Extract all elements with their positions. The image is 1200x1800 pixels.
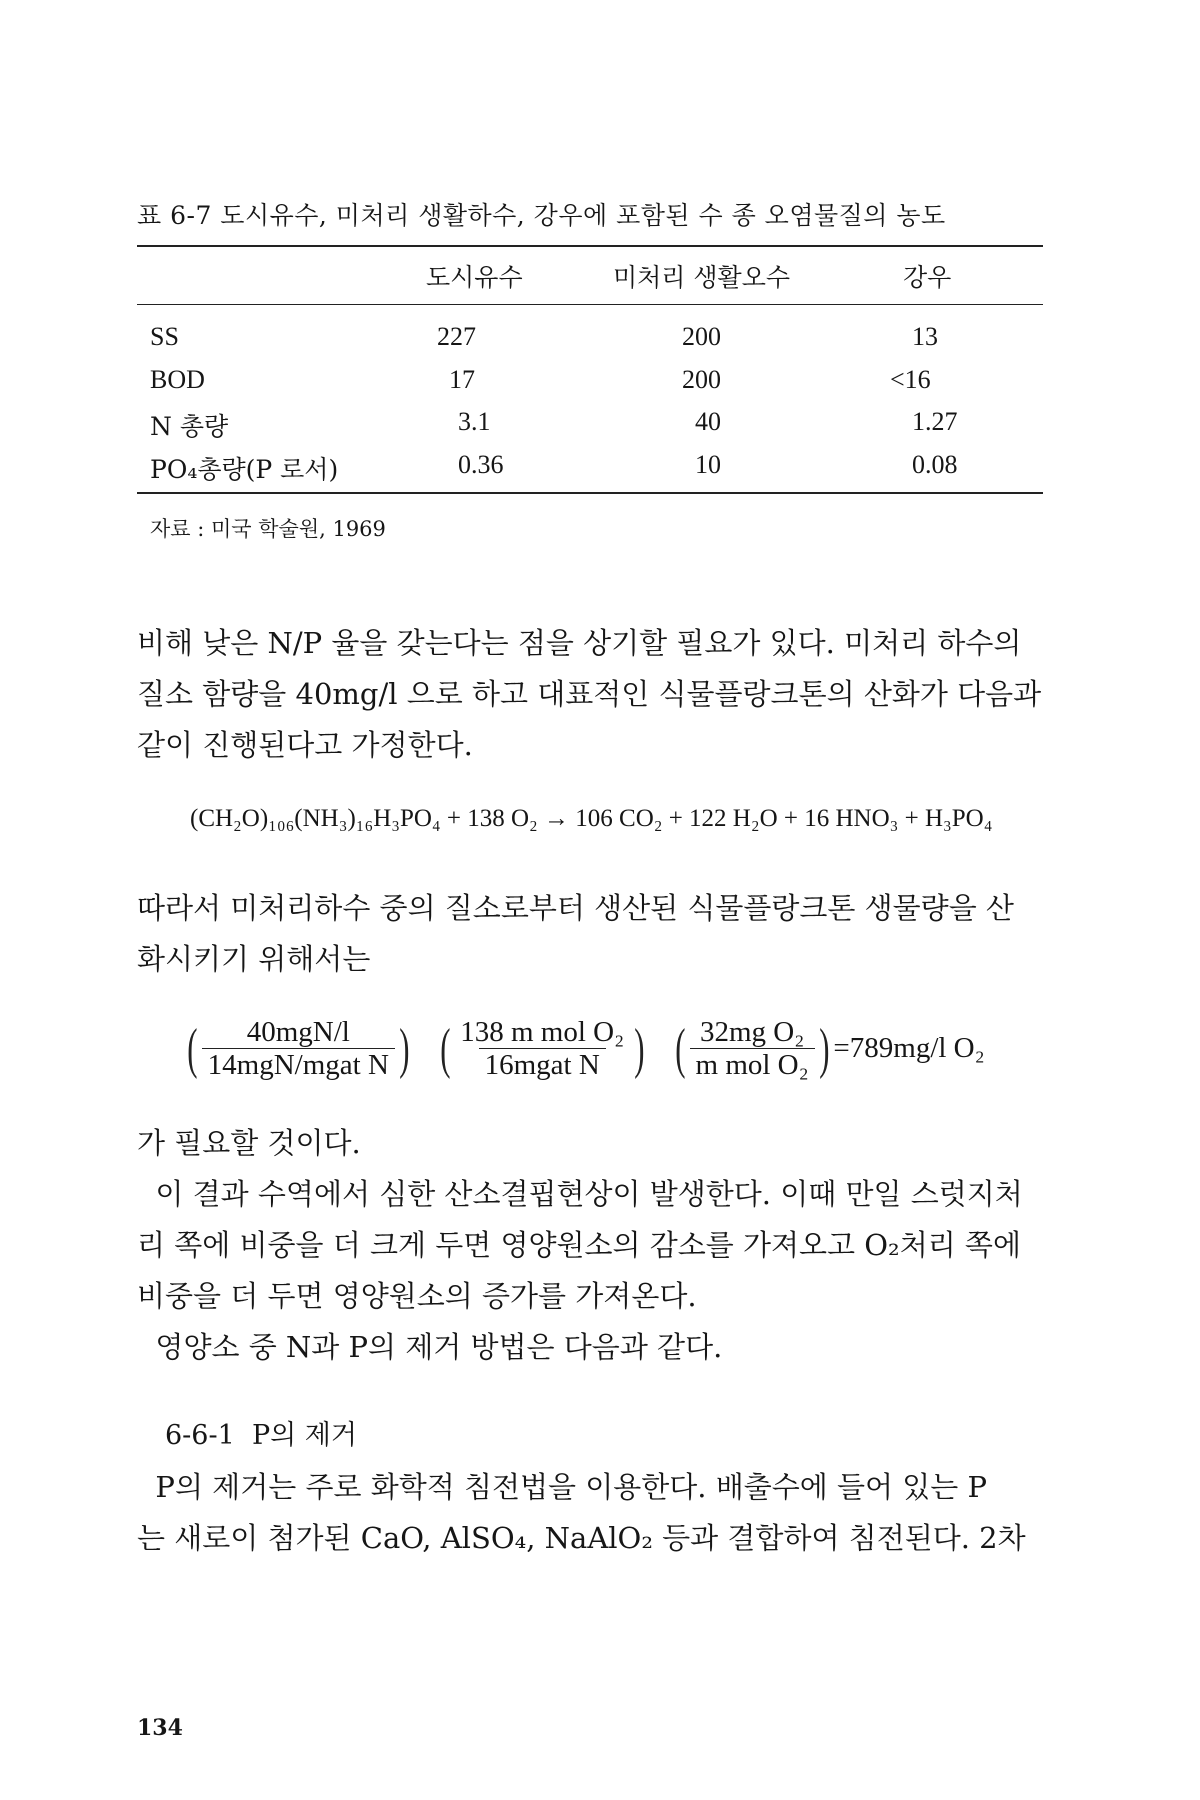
left-paren-icon: ( [187, 1017, 198, 1080]
table-top-rule [137, 245, 1043, 247]
text-line: 비해 낮은 N/P 율을 갖는다는 점을 상기할 필요가 있다. 미처리 하수의 [137, 626, 1022, 660]
table-cell: 227 [437, 322, 476, 351]
table-header-rule [137, 304, 1043, 305]
table-cell: <16 [890, 365, 931, 394]
table-source: 자료 : 미국 학술원, 1969 [150, 517, 386, 541]
text-line: 같이 진행된다고 가정한다. [137, 728, 473, 762]
section-heading: 6-6-1 P의 제거 [165, 1420, 357, 1451]
table-cell: 200 [682, 365, 721, 394]
reaction-equation: (CH₂O)₁₀₆(NH₃)₁₆H₃PO₄ + 138 O₂ → 106 CO₂ + 122 H₂O + 16 HNO₃ + H₃PO₄ [190, 805, 993, 832]
text-line: 비중을 더 두면 영양원소의 증가를 가져온다. [137, 1279, 697, 1313]
fraction-group-2 [436, 1016, 649, 1081]
text-line: P의 제거는 주로 화학적 침전법을 이용한다. 배출수에 들어 있는 P [137, 1470, 987, 1504]
fraction-denominator: 14mgN/mgat N [202, 1048, 395, 1081]
table-caption: 표 6-7 도시유수, 미처리 생활하수, 강우에 포함된 수 종 오염물질의 농도 [137, 201, 946, 230]
table-row-label: BOD [150, 365, 205, 394]
fraction-numerator: 138 m mol O₂ [460, 1016, 625, 1048]
left-paren-icon: ( [675, 1017, 686, 1080]
oxygen-demand-equation [183, 1016, 985, 1081]
table-row-label: SS [150, 322, 179, 351]
paragraph-4 [137, 1462, 1057, 1564]
text-line: 이 결과 수역에서 심한 산소결핍현상이 발생한다. 이때 만일 스럿지처 [137, 1177, 1023, 1211]
table-row-label: PO₄총량(P 로서) [150, 455, 339, 484]
text-line: 따라서 미처리하수 중의 질소로부터 생산된 식물플랑크톤 생물량을 산 [137, 891, 1014, 925]
table-cell: 10 [695, 450, 721, 479]
text-line: 화시키기 위해서는 [137, 942, 371, 976]
table-cell: 1.27 [912, 407, 958, 436]
table-cell: 200 [682, 322, 721, 351]
fraction-denominator: 16mgat N [479, 1048, 606, 1081]
table-cell: 0.36 [458, 450, 504, 479]
page-number: 134 [137, 1715, 183, 1741]
text-line: 리 쪽에 비중을 더 크게 두면 영양원소의 감소를 가져오고 O₂처리 쪽에 [137, 1228, 1021, 1262]
table-row-label: N 총량 [150, 412, 229, 441]
table-bottom-rule [137, 492, 1043, 494]
right-paren-icon: ) [818, 1017, 830, 1080]
right-paren-icon: ) [634, 1017, 645, 1080]
text-line: 는 새로이 첨가된 CaO, AlSO₄, NaAlO₂ 등과 결합하여 침전된다. 2차 [137, 1521, 1026, 1555]
text-line: 가 필요할 것이다. [137, 1126, 361, 1160]
table-header-raw-sewage: 미처리 생활오수 [613, 263, 790, 292]
table-cell: 3.1 [458, 407, 491, 436]
table-cell: 17 [449, 365, 475, 394]
fraction-numerator: 40mgN/l [246, 1016, 350, 1048]
fraction-group-3 [671, 1016, 834, 1081]
table-header-rainfall: 강우 [903, 263, 952, 292]
fraction-denominator: m mol O₂ [690, 1048, 815, 1081]
paragraph-2 [137, 883, 1057, 985]
left-paren-icon: ( [439, 1017, 451, 1080]
paragraph-1 [137, 618, 1057, 771]
table-cell: 13 [912, 322, 938, 351]
fraction-numerator: 32mg O₂ [699, 1016, 805, 1048]
equation-result: =789mg/l O₂ [833, 1032, 985, 1064]
text-line: 질소 함량을 40mg/l 으로 하고 대표적인 식물플랑크톤의 산화가 다음과 [137, 677, 1042, 711]
table-cell: 40 [695, 407, 721, 436]
table-cell: 0.08 [912, 450, 958, 479]
paragraph-3 [137, 1118, 1057, 1373]
fraction-group-1 [183, 1016, 414, 1081]
right-paren-icon: ) [399, 1017, 410, 1080]
text-line: 영양소 중 N과 P의 제거 방법은 다음과 같다. [137, 1330, 723, 1364]
table-header-urban-runoff: 도시유수 [426, 263, 523, 292]
